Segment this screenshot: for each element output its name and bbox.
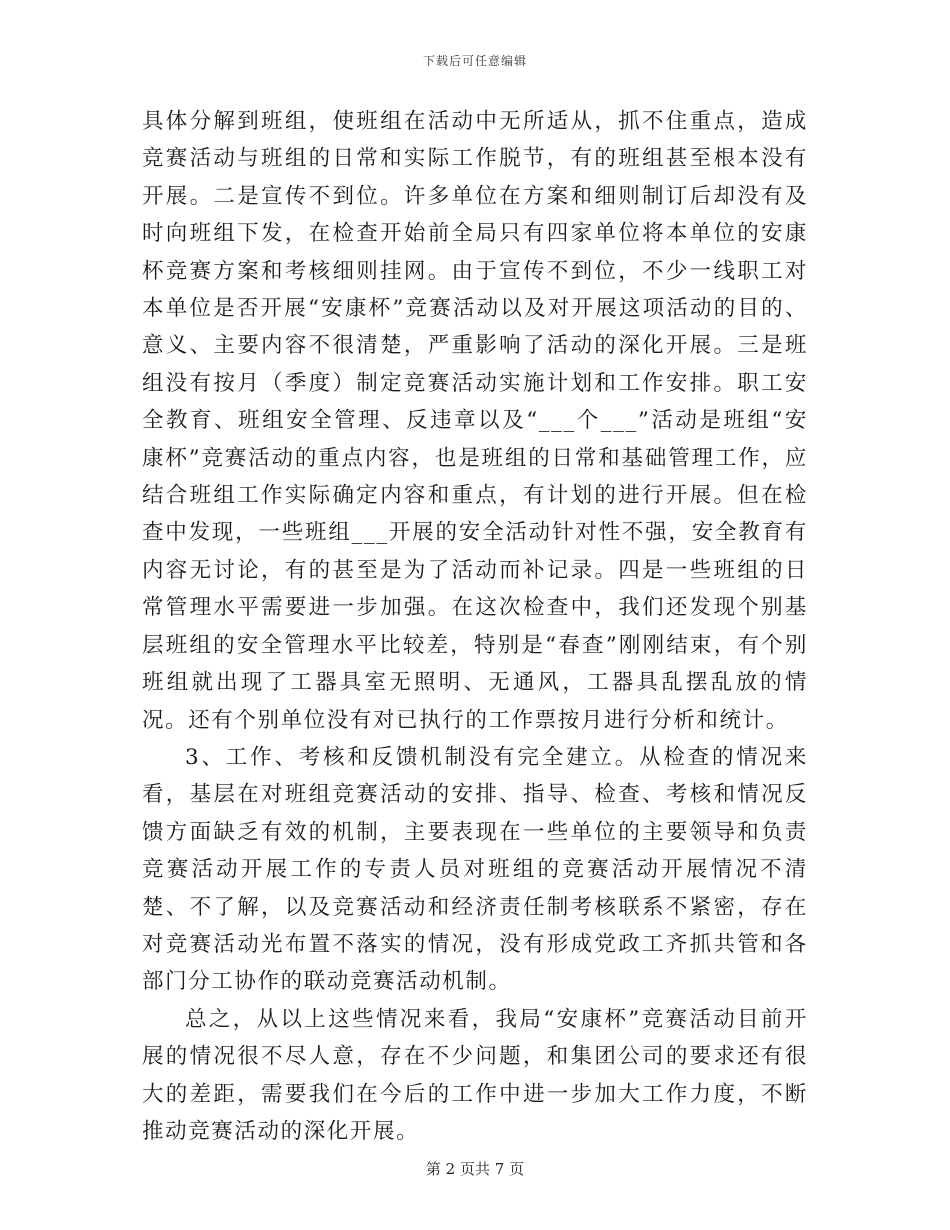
page-number: 第 2 页共 7 页 — [425, 1160, 525, 1178]
paragraph-conclusion: 总之，从以上这些情况来看，我局“安康杯”竞赛活动目前开展的情况很不尽人意，存在不少问题，和集团公司的要求还有很大的差距，需要我们在今后的工作中进一步加大工作力度，不断推动竞赛活动的深化开展。 — [142, 1006, 808, 1144]
page-header-note: 下载后可任意编辑 — [422, 54, 527, 68]
paragraph-section-3: 3、工作、考核和反馈机制没有完全建立。从检查的情况来看，基层在对班组竞赛活动的安排、指导、检查、考核和情况反馈方面缺乏有效的机制，主要表现在一些单位的主要领导和负责竞赛活动开展工作的专责人员对班组的竞赛活动开展情况不清楚、不了解，以及竞赛活动和经济责任制考核联系不紧密，存在对竞赛活动光布置不落实的情况，没有形成党政工齐抓共管和各部门分工协作的联动竞赛活动机制。 — [142, 744, 808, 995]
document-body — [142, 103, 808, 1150]
paragraph-continuation: 具体分解到班组，使班组在活动中无所适从，抓不住重点，造成竞赛活动与班组的日常和实际工作脱节，有的班组甚至根本没有开展。二是宣传不到位。许多单位在方案和细则制订后却没有及时向班组下发，在检查开始前全局只有四家单位将本单位的安康杯竞赛方案和考核细则挂网。由于宣传不到位，不少一线职工对本单位是否开展“安康杯”竞赛活动以及对开展这项活动的目的、意义、主要内容不很清楚，严重影响了活动的深化开展。三是班组没有按月（季度）制定竞赛活动实施计划和工作安排。职工安全教育、班组安全管理、反违章以及“___个___”活动是班组“安康杯”竞赛活动的重点内容，也是班组的日常和基础管理工作，应结合班组工作实际确定内容和重点，有计划的进行开展。但在检查中发现，一些班组___开展的安全活动针对性不强，安全教育有内容无讨论，有的甚至是为了活动而补记录。四是一些班组的日常管理水平需要进一步加强。在这次检查中，我们还发现个别基层班组的安全管理水平比较差，特别是“春查”刚刚结束，有个别班组就出现了工器具室无照明、无通风，工器具乱摆乱放的情况。还有个别单位没有对已执行的工作票按月进行分析和统计。 — [142, 109, 808, 733]
